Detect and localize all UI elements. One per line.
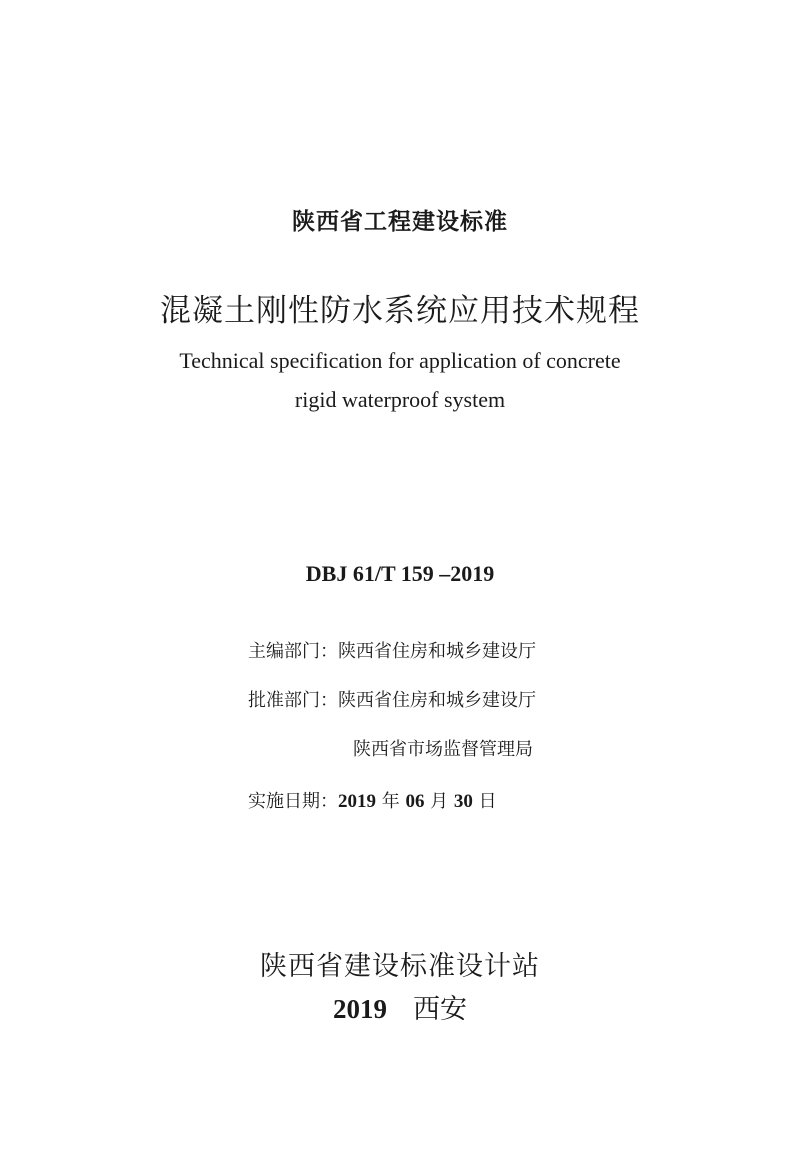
editor-label: 主编部门： xyxy=(248,641,338,662)
effective-day: 30 xyxy=(453,791,473,812)
series-title: 陕西省工程建设标准 xyxy=(292,209,508,235)
approver-row xyxy=(248,686,536,712)
effective-date-row xyxy=(248,787,497,813)
day-unit: 日 xyxy=(472,791,497,812)
approver-value-2: 陕西省市场监督管理局 xyxy=(353,739,533,760)
publish-info xyxy=(0,987,800,1026)
editor-row xyxy=(248,637,536,663)
approver-value-1: 陕西省住房和城乡建设厅 xyxy=(338,690,536,711)
month-unit: 月 xyxy=(424,791,454,812)
publish-year: 2019 xyxy=(333,994,387,1024)
english-title-line-2: rigid waterproof system xyxy=(294,387,506,412)
publisher: 陕西省建设标准设计站 xyxy=(260,951,540,982)
editor-value: 陕西省住房和城乡建设厅 xyxy=(338,641,536,662)
year-unit: 年 xyxy=(376,791,406,812)
english-title-line-1: Technical specification for application of concrete xyxy=(179,348,621,373)
publish-city: 西安 xyxy=(413,994,467,1025)
chinese-title: 混凝土刚性防水系统应用技术规程 xyxy=(160,293,640,329)
standard-code: DBJ 61/T 159 –2019 xyxy=(305,561,495,586)
effective-month: 06 xyxy=(405,791,425,812)
effective-year: 2019 xyxy=(338,791,376,812)
effective-date-label: 实施日期： xyxy=(248,791,338,812)
approver-row-2 xyxy=(353,735,533,761)
approver-label: 批准部门： xyxy=(248,690,338,711)
